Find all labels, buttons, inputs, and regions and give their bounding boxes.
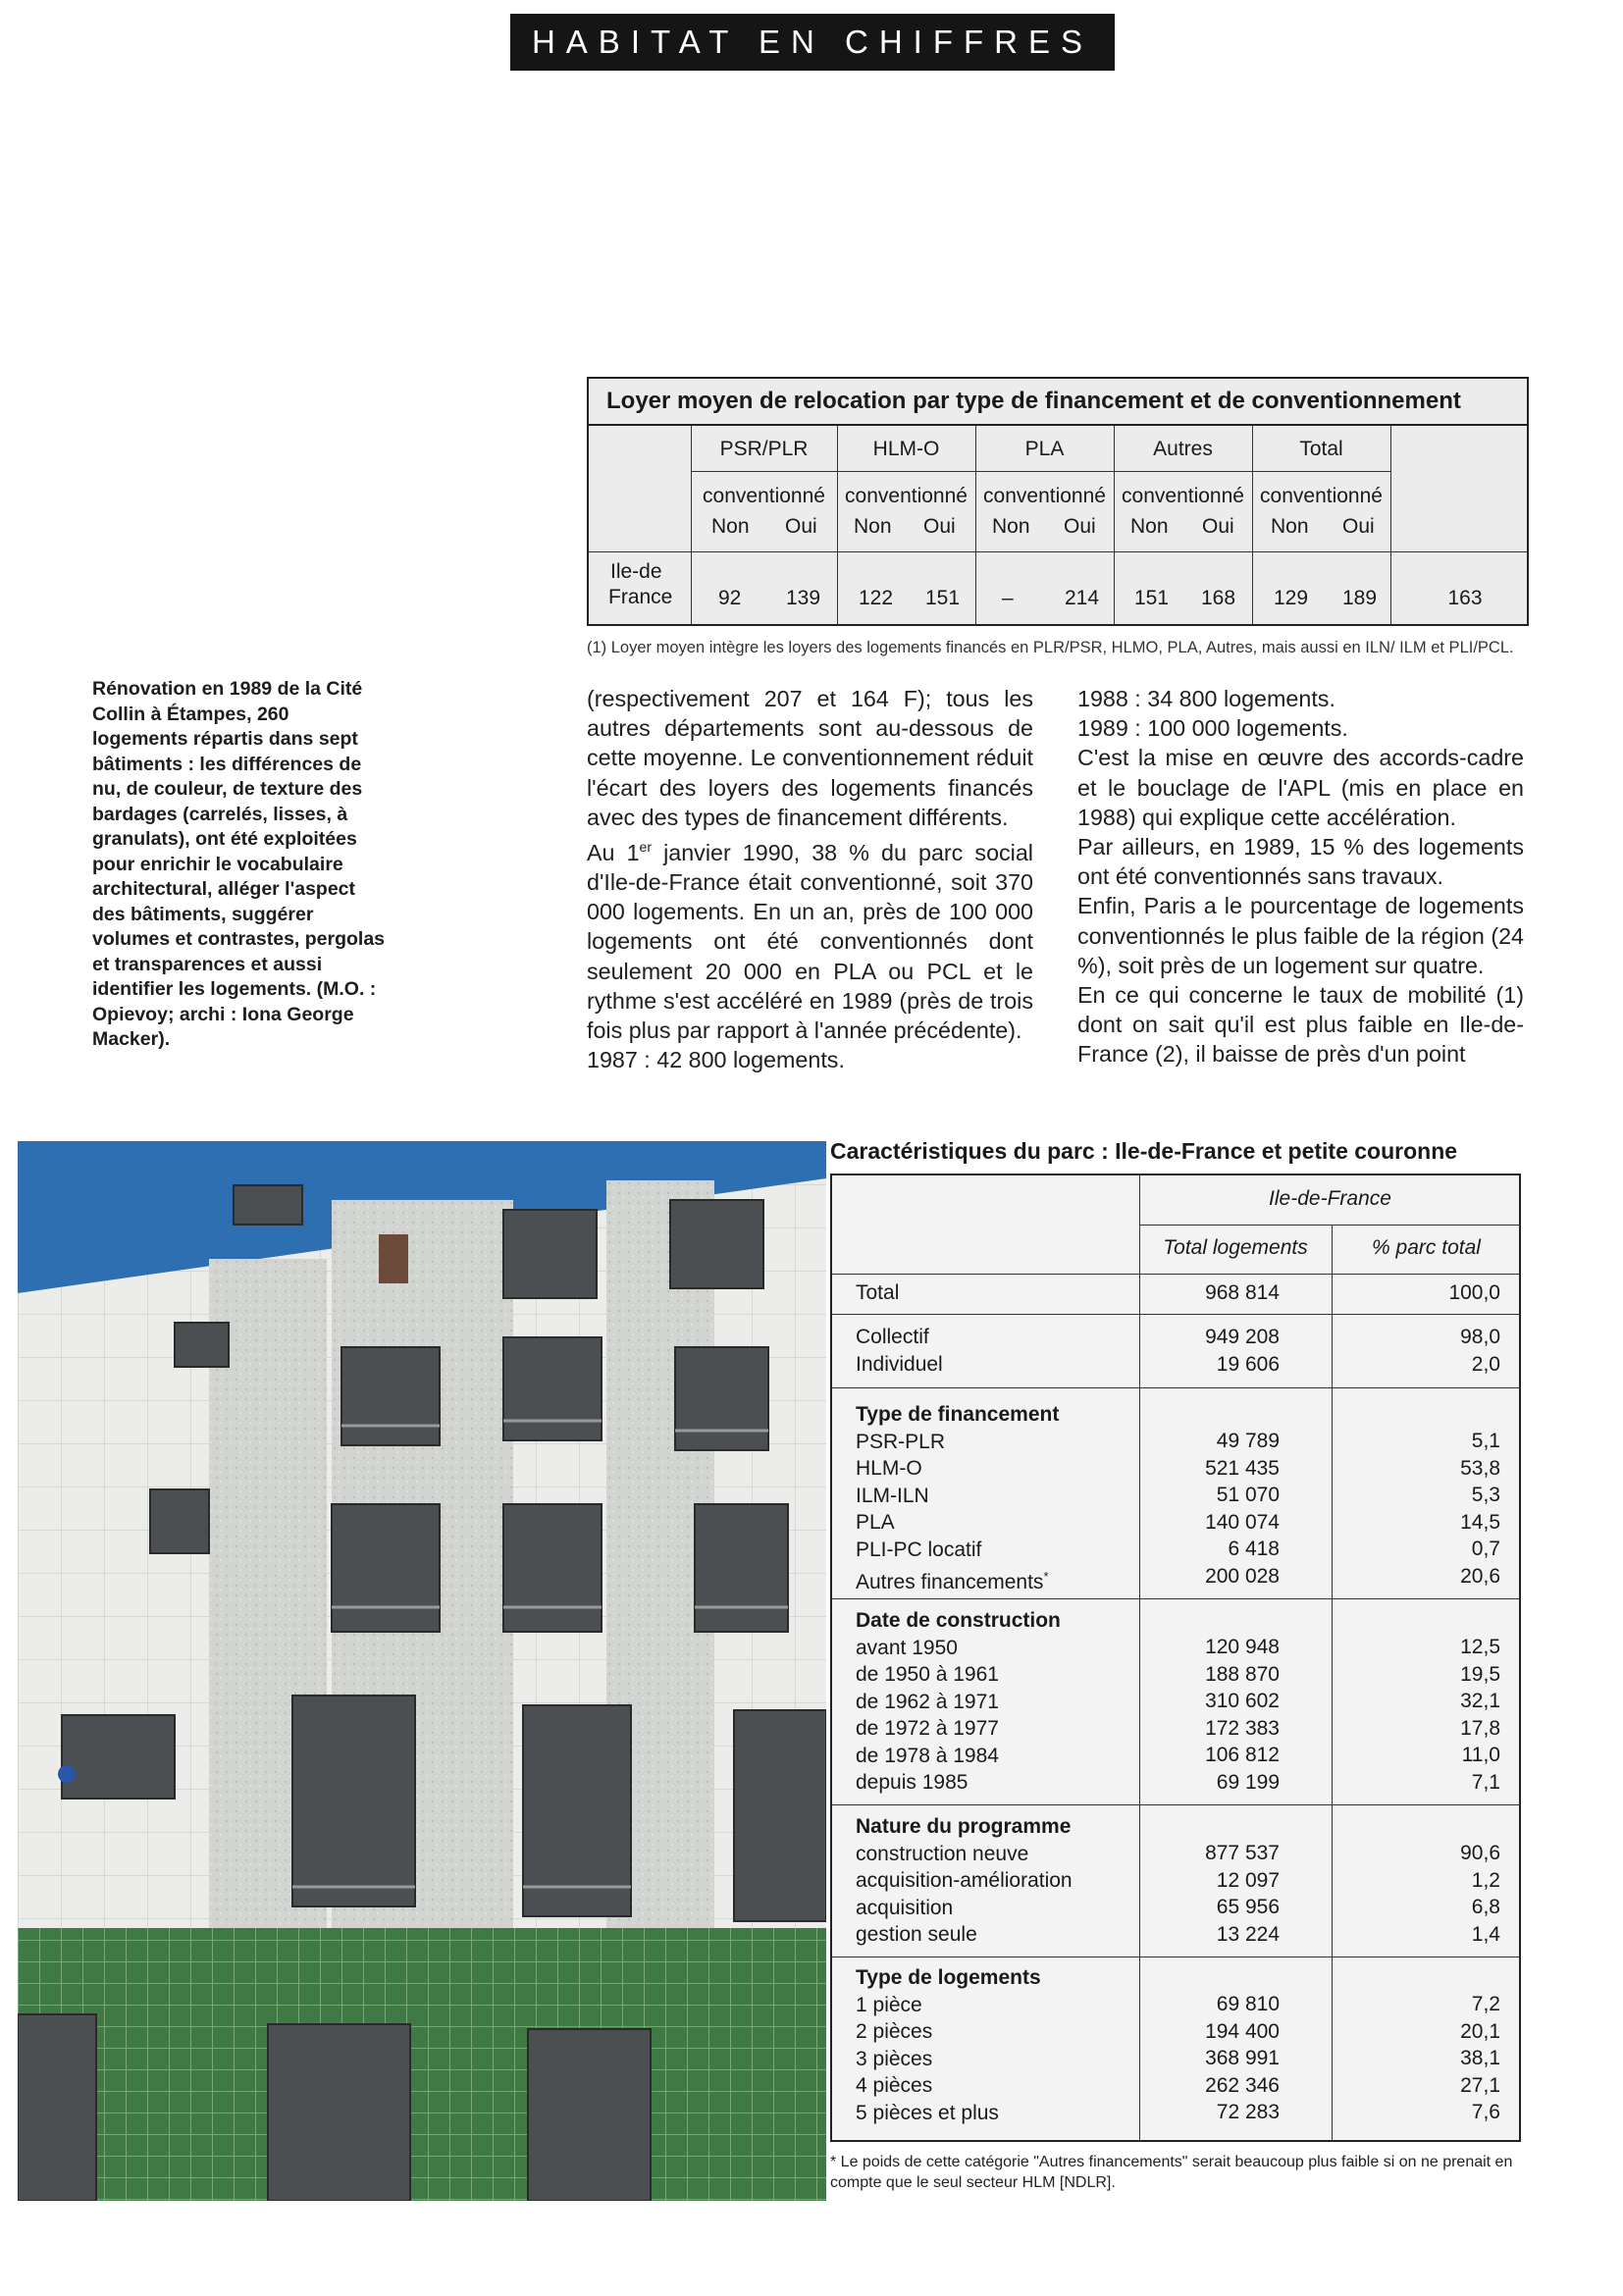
paragraph: En ce qui concerne le taux de mobilité (1) dont on sait qu'il est plus faible en Ile-de-France (2), il baisse de près d'un point xyxy=(1077,982,1524,1068)
value-column: 120 948 188 870 310 602 172 383 106 812 69 199 xyxy=(1205,1636,1280,1794)
row-group-construction-date: Date de construction avant 1950 de 1950 à 1961 de 1962 à 1971 de 1972 à 1977 de 1978 à 1984 depuis 1985 xyxy=(856,1609,1061,1794)
paragraph: 1987 : 42 800 logements. xyxy=(587,1047,845,1073)
superscript: er xyxy=(639,839,652,856)
value-column: 69 810 194 400 368 991 262 346 72 283 xyxy=(1205,1993,1280,2123)
non-label: Non xyxy=(1130,515,1169,538)
paragraph: Au 1er janvier 1990, 38 % du parc social d'Ile-de-France était conventionné, soit 370 000 logements. En un an, près de 100 000 logements ont été conventionnés dont seulement 20 000 en PLA ou PCL et le rythme s'est accéléré en 1989 (près de trois fois plus par rapport à l'année précédente). xyxy=(587,839,1033,1043)
pct-column: 5,1 53,8 5,3 14,5 0,7 20,6 xyxy=(1460,1430,1500,1588)
row-label: Ile-de xyxy=(610,560,662,583)
non-label: Non xyxy=(711,515,750,538)
park-table xyxy=(830,1174,1521,2142)
col-header-psr: PSR/PLR xyxy=(719,438,809,460)
table-cell: 129 xyxy=(1274,587,1309,609)
value-column: 949 208 19 606 xyxy=(1205,1326,1280,1376)
paragraph: Enfin, Paris a le pourcentage de logements conventionnés le plus faible de la région (24 %), soit près de un logement sur quatre. xyxy=(1077,893,1524,978)
table-cell: 168 xyxy=(1201,587,1236,609)
paragraph: 1989 : 100 000 logements. xyxy=(1077,715,1348,742)
text-column-b xyxy=(1077,684,1524,1070)
pct-column: 98,0 2,0 xyxy=(1460,1326,1500,1376)
table-cell: 151 xyxy=(925,587,961,609)
oui-label: Oui xyxy=(923,515,956,538)
oui-label: Oui xyxy=(1342,515,1375,538)
table-rule xyxy=(832,1804,1521,1805)
table-rule xyxy=(589,551,1527,552)
oui-label: Oui xyxy=(1064,515,1096,538)
non-label: Non xyxy=(992,515,1030,538)
table-cell: – xyxy=(1002,587,1014,609)
building-photo xyxy=(18,1141,826,2201)
col-header-total: Total xyxy=(1299,438,1343,460)
paragraph: Par ailleurs, en 1989, 15 % des logements ont été conventionnés sans travaux. xyxy=(1077,834,1524,890)
table-rule xyxy=(832,1314,1521,1315)
sub-header: conventionné xyxy=(1260,485,1383,507)
table-cell: 163 xyxy=(1447,587,1483,609)
table-rule xyxy=(691,471,1390,472)
rent-table xyxy=(587,377,1529,626)
col-header-pct: % parc total xyxy=(1372,1236,1481,1259)
oui-label: Oui xyxy=(1202,515,1234,538)
table-cell: 100,0 xyxy=(1448,1281,1500,1304)
section-title: HABITAT EN CHIFFRES xyxy=(531,24,1094,60)
col-header-total-logements: Total logements xyxy=(1163,1236,1308,1259)
table-cell: 214 xyxy=(1065,587,1100,609)
sub-header: conventionné xyxy=(845,485,968,507)
paragraph: (respectivement 207 et 164 F); tous les autres départements sont au-dessous de cette moyenne. Le conventionnement réduit l'écart des loyers des logements financés avec des types de financement différents. xyxy=(587,686,1033,830)
pct-column: 7,2 20,1 38,1 27,1 7,6 xyxy=(1460,1993,1500,2123)
sub-header: conventionné xyxy=(703,485,825,507)
row-label: France xyxy=(608,586,673,608)
row-group-program-nature: Nature du programme construction neuve acquisition-amélioration acquisition gestion seule xyxy=(856,1815,1073,1946)
park-table-footnote: * Le poids de cette catégorie "Autres financements" serait beaucoup plus faible si on ne prenait en compte que le seul secteur HLM [NDLR]. xyxy=(830,2154,1513,2191)
park-table-title: Caractéristiques du parc : Ile-de-France et petite couronne xyxy=(830,1138,1458,1164)
col-header-pla: PLA xyxy=(1024,438,1065,460)
col-header-hlm: HLM-O xyxy=(872,438,940,460)
non-label: Non xyxy=(1271,515,1309,538)
non-label: Non xyxy=(854,515,892,538)
table-cell: 968 814 xyxy=(1205,1281,1280,1304)
table-cell: 151 xyxy=(1134,587,1170,609)
oui-label: Oui xyxy=(785,515,817,538)
col-header-autres: Autres xyxy=(1153,438,1213,460)
rent-table-title: Loyer moyen de relocation par type de financement et de conventionnement xyxy=(589,379,1527,426)
table-cell: 139 xyxy=(786,587,821,609)
row-group-housing-type: Collectif Individuel xyxy=(856,1326,943,1376)
table-cell: 189 xyxy=(1342,587,1378,609)
rent-table-footnote: (1) Loyer moyen intègre les loyers des logements financés en PLR/PSR, HLMO, PLA, Autres, mais aussi en ILN/ ILM et PLI/PCL. xyxy=(587,639,1514,656)
pct-column: 90,6 1,2 6,8 1,4 xyxy=(1460,1842,1500,1946)
sub-header: conventionné xyxy=(1122,485,1244,507)
table-rule xyxy=(832,1598,1521,1599)
paragraph: C'est la mise en œuvre des accords-cadre et le bouclage de l'APL (mis en place en 1988) qui explique cette accélération. xyxy=(1077,745,1524,830)
table-cell: 92 xyxy=(718,587,742,609)
table-rule xyxy=(1390,426,1391,624)
value-column: 49 789 521 435 51 070 140 074 6 418 200 028 xyxy=(1205,1430,1280,1588)
photo-caption: Rénovation en 1989 de la Cité Collin à Étampes, 260 logements répartis dans sept bâtiments : les différences de nu, de couleur, de texture des bardages (carrelés, lisses, à granulats), ont été exploitées pour enrichir le vocabulaire architectural, alléger l'aspect des bâtiments, suggérer volumes et contrastes, pergolas et transparences et aussi identifier les logements. (M.O. : Opievoy; archi : Iona George Macker). xyxy=(92,678,386,1050)
table-rule xyxy=(832,1274,1521,1275)
table-rule xyxy=(832,1387,1521,1388)
row-group-financing: Type de financement PSR-PLR HLM-O ILM-ILN PLA PLI-PC locatif Autres financements* xyxy=(856,1403,1060,1593)
section-header xyxy=(510,14,1115,71)
paragraph: 1988 : 34 800 logements. xyxy=(1077,686,1335,711)
text-column-a xyxy=(587,684,1033,1074)
sub-header: conventionné xyxy=(983,485,1106,507)
table-cell: 122 xyxy=(859,587,894,609)
table-rule xyxy=(1139,1225,1521,1226)
row-label: Total xyxy=(856,1281,900,1304)
value-column: 877 537 12 097 65 956 13 224 xyxy=(1205,1842,1280,1946)
pct-column: 12,5 19,5 32,1 17,8 11,0 7,1 xyxy=(1460,1636,1500,1794)
row-group-dwelling-size: Type de logements 1 pièce 2 pièces 3 pièces 4 pièces 5 pièces et plus xyxy=(856,1966,1041,2124)
region-header: Ile-de-France xyxy=(1269,1187,1391,1210)
